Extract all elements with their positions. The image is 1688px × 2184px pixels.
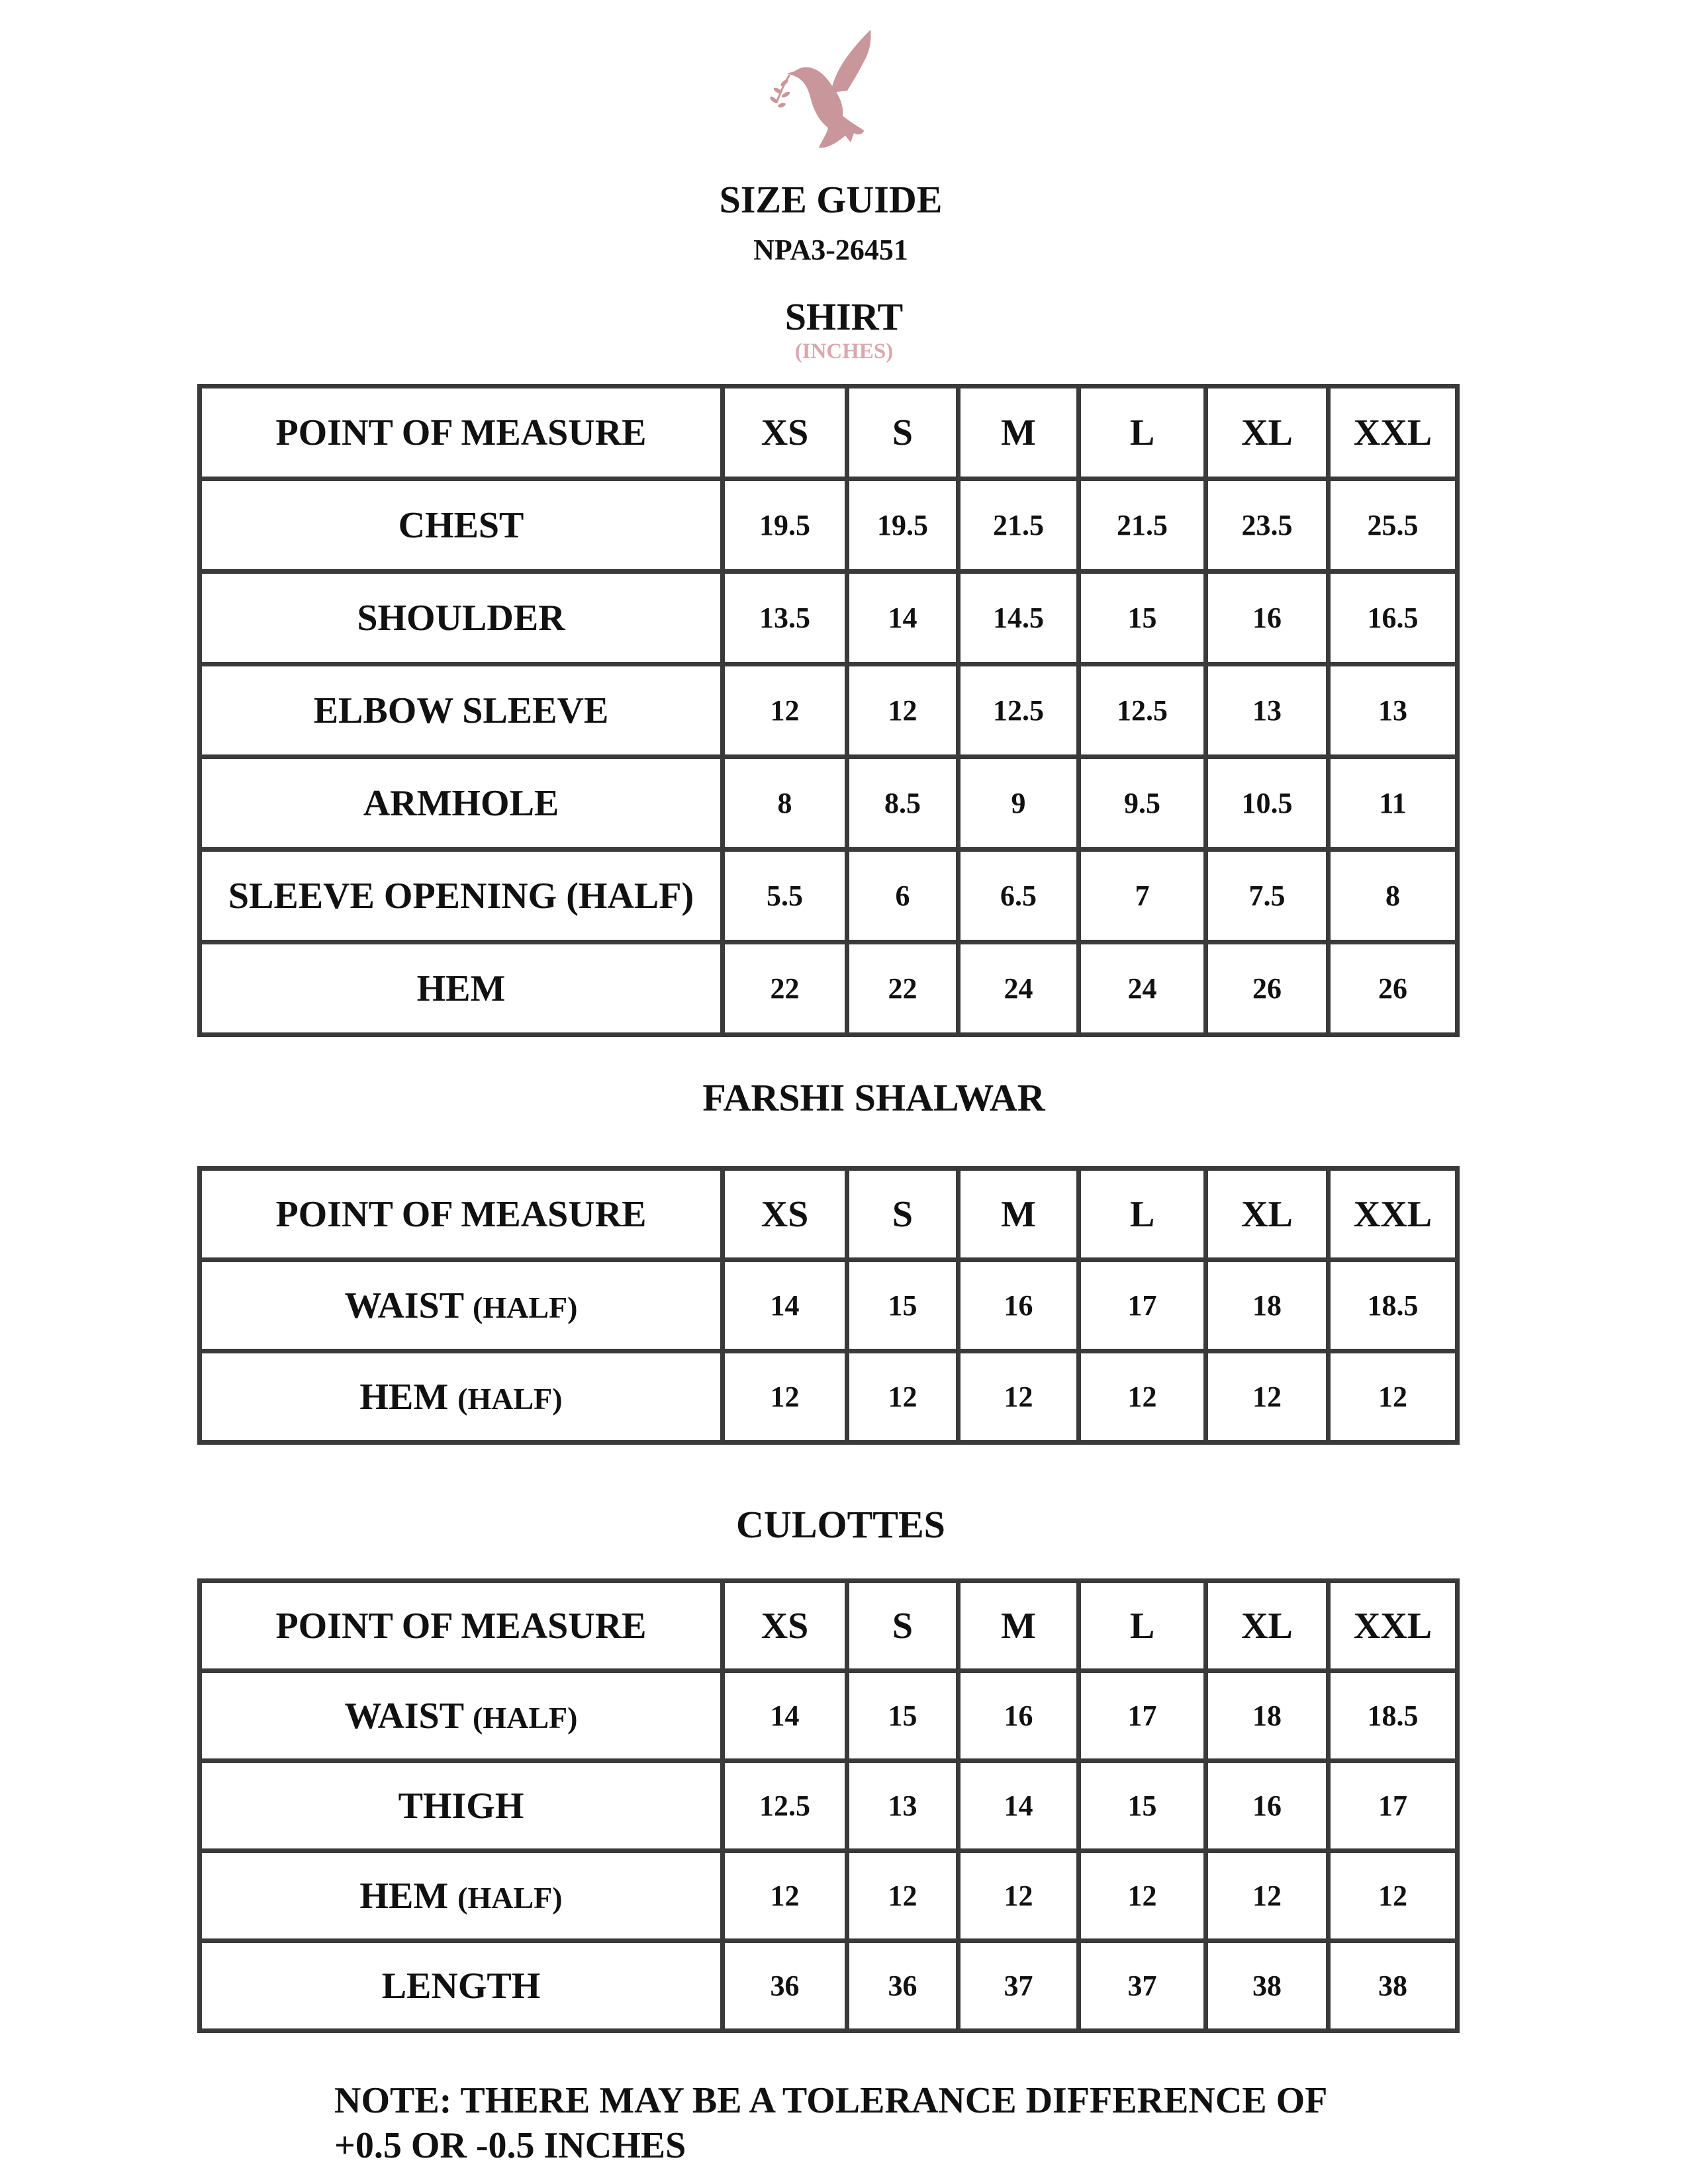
table-cell: 37 <box>959 1941 1079 2031</box>
table-cell: 21.5 <box>1079 479 1206 572</box>
table-cell: 9.5 <box>1079 757 1206 850</box>
table-cell: 16.5 <box>1329 572 1458 664</box>
row-label: SLEEVE OPENING (HALF) <box>200 850 723 942</box>
product-code: NPA3-26451 <box>753 234 908 266</box>
table-header-row <box>200 387 1458 479</box>
note-line-1: NOTE: THERE MAY BE A TOLERANCE DIFFERENCE OF <box>334 2080 1328 2121</box>
table-cell: 12 <box>847 1851 959 1941</box>
section-title-farshi-shalwar: FARSHI SHALWAR <box>702 1076 1045 1119</box>
row-label-suffix: (HALF) <box>457 1381 563 1416</box>
table-cell: 17 <box>1079 1671 1206 1761</box>
units-label: (INCHES) <box>794 340 894 363</box>
row-label-text: WAIST <box>344 1695 464 1737</box>
column-header: S <box>847 1169 959 1260</box>
table-cell: 17 <box>1329 1761 1458 1851</box>
column-header: S <box>847 1581 959 1671</box>
table-row <box>200 1761 1458 1851</box>
table-row <box>200 1671 1458 1761</box>
table-header-row <box>200 1581 1458 1671</box>
table-cell: 12 <box>1329 1851 1458 1941</box>
table-cell: 13 <box>847 1761 959 1851</box>
column-header: L <box>1079 387 1206 479</box>
table-row <box>200 572 1458 664</box>
table-cell: 8 <box>723 757 847 850</box>
table-cell: 15 <box>1079 1761 1206 1851</box>
column-header: XL <box>1206 1169 1329 1260</box>
table-cell: 7.5 <box>1206 850 1329 942</box>
column-header: M <box>959 387 1079 479</box>
table-cell: 12 <box>1206 1351 1329 1443</box>
table-cell: 7 <box>1079 850 1206 942</box>
table-cell: 14 <box>959 1761 1079 1851</box>
table-cell: 13 <box>1206 664 1329 757</box>
farshi-shalwar-size-table <box>197 1166 1460 1445</box>
table-cell: 36 <box>847 1941 959 2031</box>
table-cell: 12 <box>723 664 847 757</box>
table-cell: 38 <box>1329 1941 1458 2031</box>
row-label-text: WAIST <box>344 1285 464 1326</box>
table-row <box>200 1851 1458 1941</box>
table-cell: 23.5 <box>1206 479 1329 572</box>
table-row <box>200 757 1458 850</box>
column-header: XXL <box>1329 387 1458 479</box>
table-cell: 18 <box>1206 1671 1329 1761</box>
row-label-text: THIGH <box>398 1785 524 1827</box>
column-header: POINT OF MEASURE <box>200 387 723 479</box>
table-cell: 18 <box>1206 1260 1329 1351</box>
table-row <box>200 479 1458 572</box>
row-label-text: HEM <box>359 1875 449 1917</box>
table-cell: 12.5 <box>723 1761 847 1851</box>
column-header: XXL <box>1329 1581 1458 1671</box>
row-label <box>200 1941 723 2031</box>
column-header: XS <box>723 1169 847 1260</box>
table-cell: 14 <box>723 1260 847 1351</box>
row-label-suffix: (HALF) <box>473 1290 578 1324</box>
table-cell: 12 <box>1329 1351 1458 1443</box>
table-row <box>200 942 1458 1035</box>
column-header: XS <box>723 1581 847 1671</box>
table-row <box>200 1351 1458 1443</box>
table-cell: 24 <box>959 942 1079 1035</box>
table-cell: 12 <box>723 1351 847 1443</box>
table-cell: 18.5 <box>1329 1260 1458 1351</box>
column-header: L <box>1079 1169 1206 1260</box>
row-label-suffix: (HALF) <box>473 1700 578 1735</box>
table-cell: 25.5 <box>1329 479 1458 572</box>
table-cell: 26 <box>1206 942 1329 1035</box>
tolerance-note <box>334 2078 1592 2168</box>
row-label-text: LENGTH <box>381 1965 541 2007</box>
table-cell: 16 <box>959 1260 1079 1351</box>
row-label: CHEST <box>200 479 723 572</box>
table-cell: 8.5 <box>847 757 959 850</box>
table-cell: 16 <box>959 1671 1079 1761</box>
column-header: XL <box>1206 1581 1329 1671</box>
shirt-size-table <box>197 384 1460 1037</box>
row-label <box>200 1260 723 1351</box>
table-cell: 6.5 <box>959 850 1079 942</box>
table-cell: 12 <box>959 1851 1079 1941</box>
table-cell: 12 <box>847 1351 959 1443</box>
column-header: M <box>959 1581 1079 1671</box>
column-header: S <box>847 387 959 479</box>
table-cell: 12.5 <box>1079 664 1206 757</box>
table-cell: 22 <box>723 942 847 1035</box>
table-cell: 9 <box>959 757 1079 850</box>
row-label <box>200 1351 723 1443</box>
table-cell: 19.5 <box>723 479 847 572</box>
table-cell: 16 <box>1206 572 1329 664</box>
table-header-row <box>200 1169 1458 1260</box>
table-cell: 15 <box>1079 572 1206 664</box>
table-cell: 18.5 <box>1329 1671 1458 1761</box>
row-label <box>200 1851 723 1941</box>
table-cell: 12 <box>1206 1851 1329 1941</box>
table-row <box>200 1941 1458 2031</box>
column-header: POINT OF MEASURE <box>200 1581 723 1671</box>
section-title-culottes: CULOTTES <box>736 1503 945 1546</box>
column-header: POINT OF MEASURE <box>200 1169 723 1260</box>
table-cell: 24 <box>1079 942 1206 1035</box>
table-cell: 8 <box>1329 850 1458 942</box>
table-cell: 36 <box>723 1941 847 2031</box>
table-cell: 12.5 <box>959 664 1079 757</box>
table-cell: 14.5 <box>959 572 1079 664</box>
row-label-suffix: (HALF) <box>457 1880 563 1915</box>
row-label: HEM <box>200 942 723 1035</box>
section-title-shirt: SHIRT <box>784 295 904 338</box>
row-label <box>200 1761 723 1851</box>
table-cell: 12 <box>1079 1851 1206 1941</box>
row-label: SHOULDER <box>200 572 723 664</box>
table-cell: 12 <box>847 664 959 757</box>
table-cell: 22 <box>847 942 959 1035</box>
column-header: XXL <box>1329 1169 1458 1260</box>
table-cell: 26 <box>1329 942 1458 1035</box>
table-row <box>200 1260 1458 1351</box>
table-cell: 15 <box>847 1671 959 1761</box>
table-cell: 13.5 <box>723 572 847 664</box>
column-header: XL <box>1206 387 1329 479</box>
table-cell: 19.5 <box>847 479 959 572</box>
row-label: ARMHOLE <box>200 757 723 850</box>
table-cell: 13 <box>1329 664 1458 757</box>
column-header: L <box>1079 1581 1206 1671</box>
table-cell: 14 <box>847 572 959 664</box>
table-cell: 10.5 <box>1206 757 1329 850</box>
table-row <box>200 664 1458 757</box>
row-label <box>200 1671 723 1761</box>
column-header: XS <box>723 387 847 479</box>
table-cell: 15 <box>847 1260 959 1351</box>
table-cell: 37 <box>1079 1941 1206 2031</box>
table-cell: 12 <box>1079 1351 1206 1443</box>
table-cell: 14 <box>723 1671 847 1761</box>
column-header: M <box>959 1169 1079 1260</box>
table-cell: 38 <box>1206 1941 1329 2031</box>
note-line-2: +0.5 OR -0.5 INCHES <box>334 2125 686 2166</box>
page-title: SIZE GUIDE <box>719 178 943 221</box>
row-label: ELBOW SLEEVE <box>200 664 723 757</box>
culottes-size-table <box>197 1578 1460 2033</box>
table-cell: 5.5 <box>723 850 847 942</box>
table-cell: 16 <box>1206 1761 1329 1851</box>
row-label-text: HEM <box>359 1376 449 1418</box>
table-cell: 21.5 <box>959 479 1079 572</box>
table-cell: 17 <box>1079 1260 1206 1351</box>
table-cell: 12 <box>959 1351 1079 1443</box>
dove-with-olive-branch-icon <box>758 17 890 162</box>
table-row <box>200 850 1458 942</box>
table-cell: 6 <box>847 850 959 942</box>
table-cell: 12 <box>723 1851 847 1941</box>
table-cell: 11 <box>1329 757 1458 850</box>
